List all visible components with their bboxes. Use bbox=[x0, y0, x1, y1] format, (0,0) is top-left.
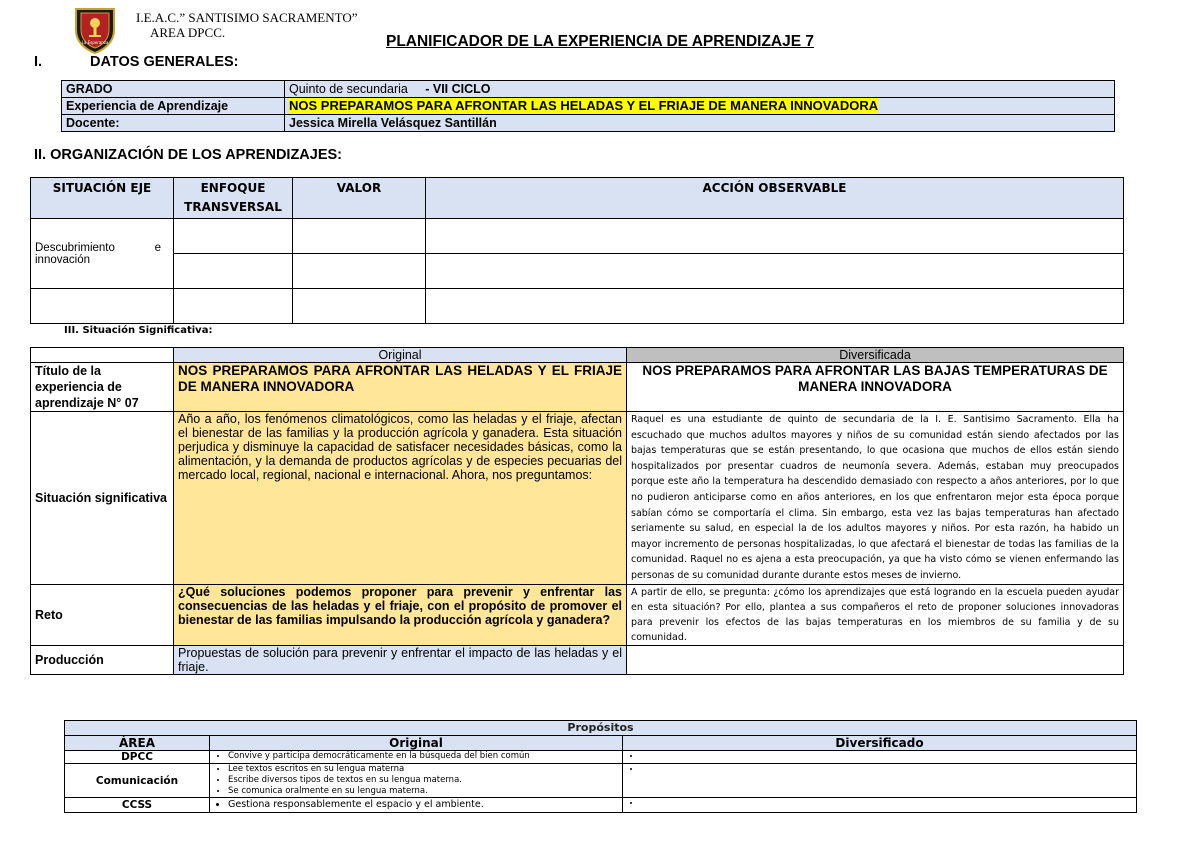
section-datos-generales-title bbox=[34, 54, 239, 70]
document-title: PLANIFICADOR DE LA EXPERIENCIA DE APRENDIZAJE 7 bbox=[385, 33, 815, 50]
diversificado-cell bbox=[623, 751, 1137, 764]
list-item bbox=[641, 798, 1132, 809]
original-cell bbox=[210, 751, 623, 764]
header-accion-observable: ACCIÓN OBSERVABLE bbox=[426, 178, 1124, 219]
reto-diversificada: A partir de ello, se pregunta: ¿cómo los aprendizajes que está logrando en la escuela pueden ayudar en esta situación? Por ello, plantea a sus compañeros el reto de proponer soluciones innovadoras para prevenir los efectos de las bajas temperaturas en los miembros de su familia y de su comunidad. bbox=[627, 584, 1124, 645]
produccion-label: Producción bbox=[31, 645, 174, 674]
situacion-significativa-table bbox=[30, 347, 1124, 675]
table-header-row bbox=[31, 178, 1124, 219]
table-cell bbox=[426, 219, 1124, 254]
situacion-original: Año a año, los fenómenos climatológicos, como las heladas y el friaje, afectan el bienestar de las familias y la producción agrícola y ganadera. Esta situación perjudica y disminuye la capacidad de satisfacer necesidades básicas, como la alimentación, y la demanda de productos agrícolas y de especies pecuarias del mercado local, regional, nacional e internacional. Ahora, nos preguntamos: bbox=[174, 412, 627, 585]
header-diversificado: Diversificado bbox=[623, 736, 1137, 751]
list-item: • Escribe diversos tipos de textos en su lengua materna. bbox=[228, 775, 618, 786]
header-diversificada: Diversificada bbox=[627, 348, 1124, 363]
titulo-label: Título de la experiencia de aprendizaje N° 07 bbox=[31, 363, 174, 412]
table-header-row bbox=[65, 736, 1137, 751]
titulo-original: NOS PREPARAMOS PARA AFRONTAR LAS HELADAS Y EL FRIAJE DE MANERA INNOVADORA bbox=[174, 363, 627, 412]
titulo-diversificada: NOS PREPARAMOS PARA AFRONTAR LAS BAJAS TEMPERATURAS DE MANERA INNOVADORA bbox=[627, 363, 1124, 412]
section-number: I. bbox=[34, 54, 43, 70]
section-organizacion-title: II. ORGANIZACIÓN DE LOS APRENDIZAJES: bbox=[34, 147, 343, 163]
table-row bbox=[62, 98, 1115, 115]
table-row bbox=[31, 363, 1124, 412]
organizacion-table bbox=[30, 177, 1124, 324]
grado-label: GRADO bbox=[62, 81, 285, 98]
table-cell bbox=[31, 348, 174, 363]
svg-text:La Esperanza: La Esperanza bbox=[81, 40, 109, 45]
table-cell bbox=[293, 219, 426, 254]
situacion-diversificada: Raquel es una estudiante de quinto de secundaria de la I. E. Santisimo Sacramento. Ella ha escuchado que muchos adultos mayores y niños de su comunidad están siendo afectados por las bajas temperaturas que se están presentando, lo que ocasiona que muchos de ellos están siendo hospitalizados por presentar cuadros de neumonía severa. Además, estaban muy preocupados porque este año la temperatura ha descendido demasiado con respecto a años anteriores, por lo que no pudieron anticiparse como en años anteriores, en los que enfrentaron mejor esta época porque sabían cómo se comportaría el clima. Sin embargo, esta vez las bajas temperaturas han afectado seriamente su salud, en especial la de los adultos mayores y niños. Por esta razón, ha habido un mayor incremento de personas hospitalizadas, lo que afectará el bienestar de todas las familias de la comunidad. Raquel no es ajena a esta preocupación, ya que ha visto cómo se vienen enfermando las personas de su comunidad durante durante estos meses de invierno. bbox=[627, 412, 1124, 585]
table-cell bbox=[293, 289, 426, 324]
table-header-row bbox=[65, 721, 1137, 736]
table-row bbox=[62, 115, 1115, 132]
area-dpcc: DPCC bbox=[65, 751, 210, 764]
grado-value: Quinto de secundaria - VII CICLO bbox=[285, 81, 1115, 98]
header-original: Original bbox=[174, 348, 627, 363]
section-situacion-title: III. Situación Significativa: bbox=[64, 325, 213, 336]
situacion-label: Situación significativa bbox=[31, 412, 174, 585]
table-cell bbox=[174, 254, 293, 289]
area-comunicacion: Comunicación bbox=[65, 764, 210, 798]
table-row bbox=[62, 81, 1115, 98]
header-situacion-eje: SITUACIÓN EJE bbox=[31, 178, 174, 219]
table-cell bbox=[426, 289, 1124, 324]
area-label: AREA DPCC. bbox=[150, 25, 226, 40]
table-cell bbox=[426, 254, 1124, 289]
docente-value: Jessica Mirella Velásquez Santillán bbox=[285, 115, 1115, 132]
diversificado-cell bbox=[623, 764, 1137, 798]
diversificado-cell bbox=[623, 798, 1137, 813]
propositos-table bbox=[64, 720, 1137, 813]
list-item: • Se comunica oralmente en su lengua materna. bbox=[228, 786, 618, 797]
table-row bbox=[31, 254, 1124, 289]
table-cell bbox=[31, 289, 174, 324]
table-row bbox=[31, 219, 1124, 254]
table-header-row bbox=[31, 348, 1124, 363]
section-title-text: DATOS GENERALES: bbox=[90, 54, 239, 70]
header-area: ÁREA bbox=[65, 736, 210, 751]
experiencia-value: NOS PREPARAMOS PARA AFRONTAR LAS HELADAS Y EL FRIAJE DE MANERA INNOVADORA bbox=[285, 98, 1115, 115]
situacion-eje-cell bbox=[31, 219, 174, 289]
school-name: I.E.A.C.” SANTISIMO SACRAMENTO” bbox=[136, 10, 358, 25]
table-row bbox=[65, 764, 1137, 798]
table-row bbox=[65, 798, 1137, 813]
docente-label: Docente: bbox=[62, 115, 285, 132]
situacion-eje-text: Descubrimiento e innovación bbox=[35, 241, 161, 266]
table-row bbox=[31, 289, 1124, 324]
header-enfoque-transversal: ENFOQUE TRANSVERSAL bbox=[174, 178, 293, 219]
table-cell bbox=[174, 289, 293, 324]
original-cell bbox=[210, 798, 623, 813]
table-cell bbox=[174, 219, 293, 254]
propositos-title: Propósitos bbox=[65, 721, 1137, 736]
table-row bbox=[31, 645, 1124, 674]
list-item: • Lee textos escritos en su lengua materna bbox=[228, 764, 618, 775]
original-cell bbox=[210, 764, 623, 798]
datos-generales-table bbox=[61, 80, 1115, 132]
table-row bbox=[31, 412, 1124, 585]
list-item bbox=[641, 751, 1132, 762]
list-item: • Gestiona responsablemente el espacio y el ambiente. bbox=[228, 798, 618, 812]
produccion-diversificada bbox=[627, 645, 1124, 674]
reto-label: Reto bbox=[31, 584, 174, 645]
ciclo-value: - VII CICLO bbox=[425, 82, 491, 96]
table-row bbox=[31, 584, 1124, 645]
header-valor: VALOR bbox=[293, 178, 426, 219]
table-cell bbox=[293, 254, 426, 289]
reto-original: ¿Qué soluciones podemos proponer para prevenir y enfrentar las consecuencias de las heladas y el friaje, con el propósito de promover el bienestar de las familias impulsando la producción agrícola y ganadera? bbox=[174, 584, 627, 645]
list-item: • Convive y participa democráticamente en la búsqueda del bien común bbox=[228, 751, 618, 762]
produccion-original: Propuestas de solución para prevenir y enfrentar el impacto de las heladas y el friaje. bbox=[174, 645, 627, 674]
header-original: Original bbox=[210, 736, 623, 751]
experiencia-label: Experiencia de Aprendizaje bbox=[62, 98, 285, 115]
table-row bbox=[65, 751, 1137, 764]
area-ccss: CCSS bbox=[65, 798, 210, 813]
list-item bbox=[641, 764, 1132, 775]
